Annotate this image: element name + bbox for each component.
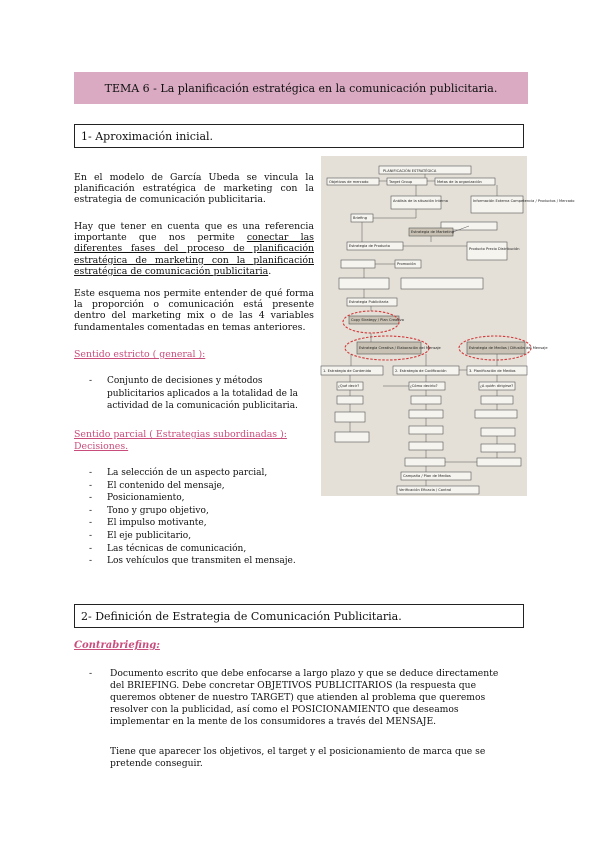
list-item: - La selección de un aspecto parcial, — [74, 467, 314, 480]
list-item: - Las técnicas de comunicación, — [74, 543, 314, 556]
strict-sense-label: Sentido estricto ( general ): — [74, 349, 206, 360]
diagram-q2: ¿Cómo decirlo? — [410, 384, 438, 388]
diagram-col1: 1. Estrategia de Contenido — [323, 369, 372, 373]
diagram-q1: ¿Qué decir? — [338, 384, 360, 388]
diagram-target: Target Group — [389, 180, 413, 184]
list-item: - El impulso motivante, — [74, 517, 314, 530]
list-item: - Los vehículos que transmiten el mensaje. — [74, 555, 314, 568]
contrabriefing-definition: Documento escrito que debe enfocarse a largo plazo y que se deduce directamente del BRIEFING. Debe concretar OBJETIVOS PUBLICITARIOS (la respuesta que queremos obtener de nuestro TARGET) que atienden al problema que queremos resolver con la publicidad, así como el POSICIONAMIENTO que deseamos implementar en la mente de los consumidores a través del MENSAJE. — [110, 668, 499, 727]
paragraph-reference: Hay que tener en cuenta que es una referencia importante que nos permite conectar las diferentes fases del proceso de planificación estratégica de marketing con la planificación estratégica de comunicación publicitaria. — [74, 221, 314, 277]
diagram-col2: 2. Estrategia de Codificación — [395, 369, 447, 373]
diagram-final: Campaña / Plan de Medios — [403, 474, 451, 478]
diagram-briefing: Briefing — [353, 216, 367, 220]
diagram-promo: Promoción — [397, 262, 416, 266]
paragraph-scheme: Este esquema nos permite entender de qué forma la proporción o comunicación está presente dentro del marketing mix o de las 4 variables fundamentales comentadas en temas anteriores. — [74, 288, 314, 333]
diagram-goals: Metas de la organización — [437, 180, 482, 184]
diagram-price: Producto Precio Distribución — [469, 247, 520, 251]
diagram-analysis: Análisis de la situación Interna — [393, 199, 449, 203]
contrabriefing-label: Contrabriefing: — [74, 640, 160, 651]
page-title-text: TEMA 6 - La planificación estratégica en la comunicación publicitaria. — [104, 81, 498, 95]
diagram-col3: 3. Planificación de Medios — [469, 369, 516, 373]
list-item: - Conjunto de decisiones y métodos publicitarios aplicados a la totalidad de la actividad de la comunicación publicitaria. — [74, 375, 306, 413]
list-item: - El contenido del mensaje, — [74, 480, 314, 493]
page-title — [74, 72, 528, 104]
list-item: - Posicionamiento, — [74, 492, 314, 505]
paragraph-intro: En el modelo de García Ubeda se vincula la planificación estratégica de marketing con la estrategia de comunicación publicitaria. — [74, 172, 314, 206]
diagram-external: Información Externa Competencia / Productos / Mercado — [473, 199, 575, 203]
diagram-comm-plan: Estrategia Publicitaria — [349, 300, 389, 304]
planning-diagram — [321, 156, 575, 496]
section-2-heading: 2- Definición de Estrategia de Comunicación Publicitaria. — [74, 604, 524, 628]
list-item: - Tono y grupo objetivo, — [74, 505, 314, 518]
diagram-q3: ¿A quién dirigirse? — [480, 384, 514, 388]
decisions-list — [74, 467, 314, 568]
strict-sense-list — [74, 375, 306, 413]
decisions-label: Decisiones. — [74, 441, 129, 452]
underlined-phrase: conectar las diferentes fases del proceso de planificación estratégica de marketing con la planificación estratégica de comunicación publicitaria — [74, 232, 314, 277]
contrabriefing-content: Tiene que aparecer los objetivos, el target y el posicionamiento de marca que se pretende conseguir. — [110, 746, 486, 769]
list-item: - El eje publicitario, — [74, 530, 314, 543]
diagram-media: Estrategia de Medios / Difusión del Mensaje — [469, 346, 548, 350]
diagram-copy: Copy Strategy / Plan Creativo — [351, 318, 404, 322]
diagram-marketing: Estrategia de Marketing — [411, 230, 455, 234]
diagram-brand: Estrategia de Producto — [349, 244, 390, 248]
section-1-heading: 1- Aproximación inicial. — [74, 124, 524, 148]
partial-sense-label: Sentido parcial ( Estrategias subordinadas ): — [74, 429, 287, 440]
diagram-result: Verificación Eficacia / Control — [399, 488, 452, 492]
diagram-objectives: Objetivos de mercado — [329, 180, 369, 184]
list-dash: - — [89, 668, 93, 679]
diagram-top: PLANIFICACIÓN ESTRATÉGICA — [383, 169, 437, 173]
diagram-creative: Estrategia Creativa / Elaboración del Mensaje — [359, 346, 441, 350]
